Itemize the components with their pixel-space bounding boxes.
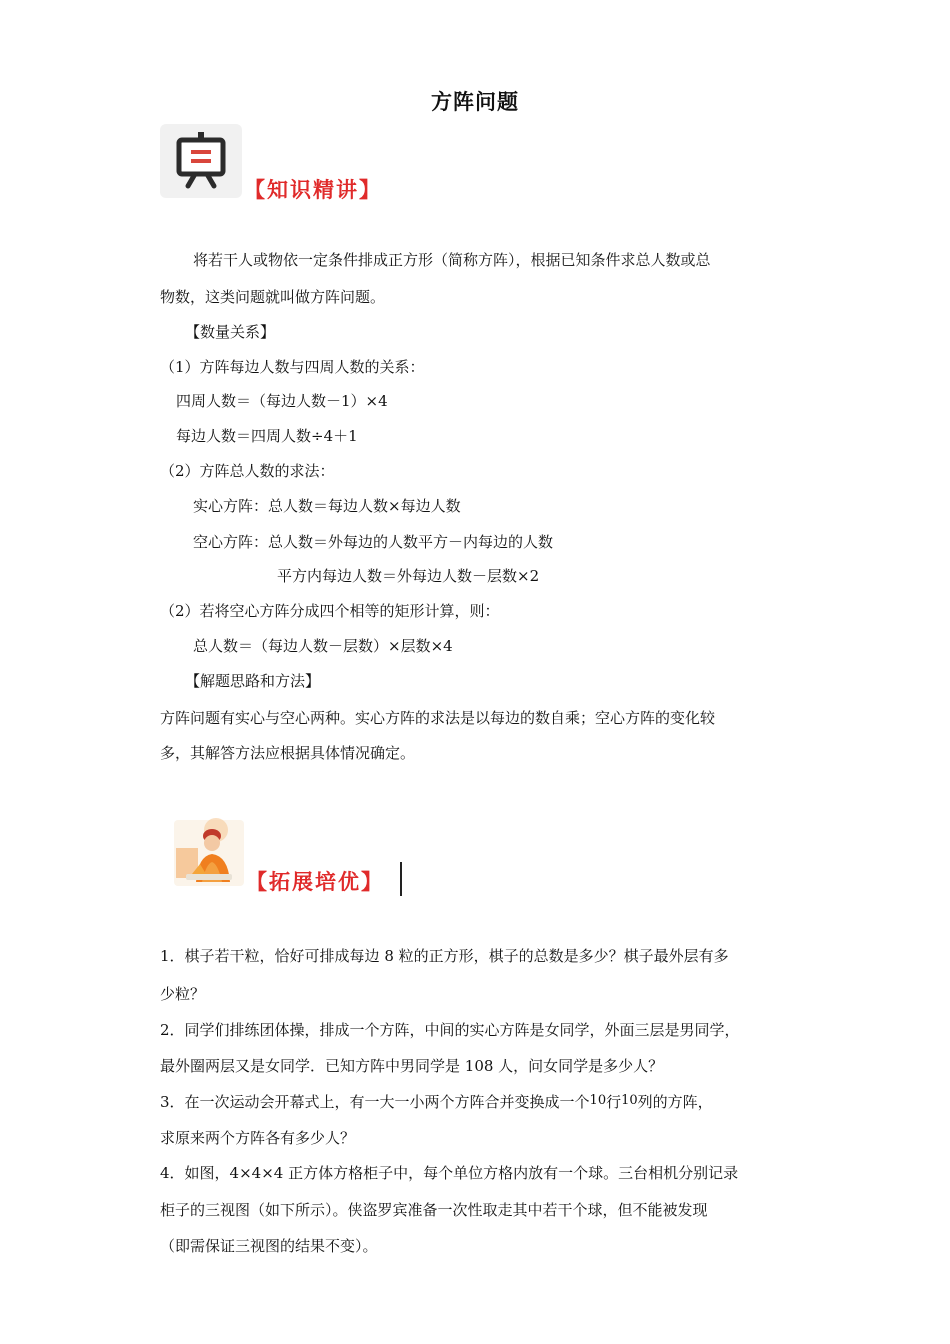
page-title: 方阵问题 bbox=[431, 90, 519, 114]
relation-3-heading: （2）若将空心方阵分成四个相等的矩形计算，则： bbox=[160, 602, 500, 620]
method-line-2: 多，其解答方法应根据具体情况确定。 bbox=[160, 744, 416, 762]
hollow-formula-2: 平方内每边人数＝外每边人数－层数×2 bbox=[277, 567, 540, 585]
problem-3-rows: 10 bbox=[589, 1093, 607, 1108]
relation-1-formula-1: 四周人数＝（每边人数－1）×4 bbox=[176, 392, 388, 410]
problem-1-line-1: 1．棋子若干粒，恰好可排成每边 8 粒的正方形，棋子的总数是多少？棋子最外层有多 bbox=[160, 947, 729, 965]
hollow-formula: 空心方阵：总人数＝外每边的人数平方－内每边的人数 bbox=[193, 533, 554, 551]
extension-banner: 【拓展培优】 bbox=[246, 870, 384, 894]
teacher-illustration-icon bbox=[172, 818, 246, 888]
problem-3-text-b: 列的方阵， bbox=[637, 1093, 713, 1111]
intro-line-1: 将若干人或物依一定条件排成正方形（简称方阵），根据已知条件求总人数或总 bbox=[193, 251, 711, 269]
solid-formula: 实心方阵：总人数＝每边人数×每边人数 bbox=[193, 497, 461, 515]
problem-3-text-a: 3．在一次运动会开幕式上，有一大一小两个方阵合并变换成一个 bbox=[160, 1093, 590, 1111]
relation-3-formula: 总人数＝（每边人数－层数）×层数×4 bbox=[193, 637, 453, 655]
problem-4-line-1: 4．如图，4×4×4 正方体方格柜子中，每个单位方格内放有一个球。三台相机分别记录 bbox=[160, 1164, 739, 1182]
problem-3-line-1 bbox=[160, 1092, 713, 1114]
problem-3-line-2: 求原来两个方阵各有多少人？ bbox=[160, 1129, 356, 1147]
problem-4-line-2: 柜子的三视图（如下所示）。侠盗罗宾准备一次性取走其中若干个球，但不能被发现 bbox=[160, 1201, 708, 1219]
relation-1-heading: （1）方阵每边人数与四周人数的关系： bbox=[160, 358, 425, 376]
problem-4-line-3: （即需保证三视图的结果不变）。 bbox=[160, 1237, 378, 1255]
problem-3-row-label: 行 bbox=[606, 1093, 622, 1111]
method-heading: 【解题思路和方法】 bbox=[185, 672, 321, 690]
intro-line-2: 物数，这类问题就叫做方阵问题。 bbox=[160, 288, 386, 306]
text-cursor bbox=[400, 862, 402, 896]
presentation-board-icon bbox=[160, 124, 242, 198]
method-line-1: 方阵问题有实心与空心两种。实心方阵的求法是以每边的数自乘；空心方阵的变化较 bbox=[160, 709, 716, 727]
relation-2-heading: （2）方阵总人数的求法： bbox=[160, 462, 335, 480]
knowledge-banner: 【知识精讲】 bbox=[244, 178, 382, 202]
relation-1-formula-2: 每边人数＝四周人数÷4＋1 bbox=[176, 427, 358, 445]
problem-2-line-2: 最外圈两层又是女同学．已知方阵中男同学是 108 人，问女同学是多少人？ bbox=[160, 1057, 664, 1075]
relations-heading: 【数量关系】 bbox=[185, 323, 276, 341]
problem-3-cols: 10 bbox=[621, 1093, 638, 1108]
problem-2-line-1: 2．同学们排练团体操，排成一个方阵，中间的实心方阵是女同学，外面三层是男同学， bbox=[160, 1021, 740, 1039]
problem-1-line-2: 少粒？ bbox=[160, 985, 206, 1003]
